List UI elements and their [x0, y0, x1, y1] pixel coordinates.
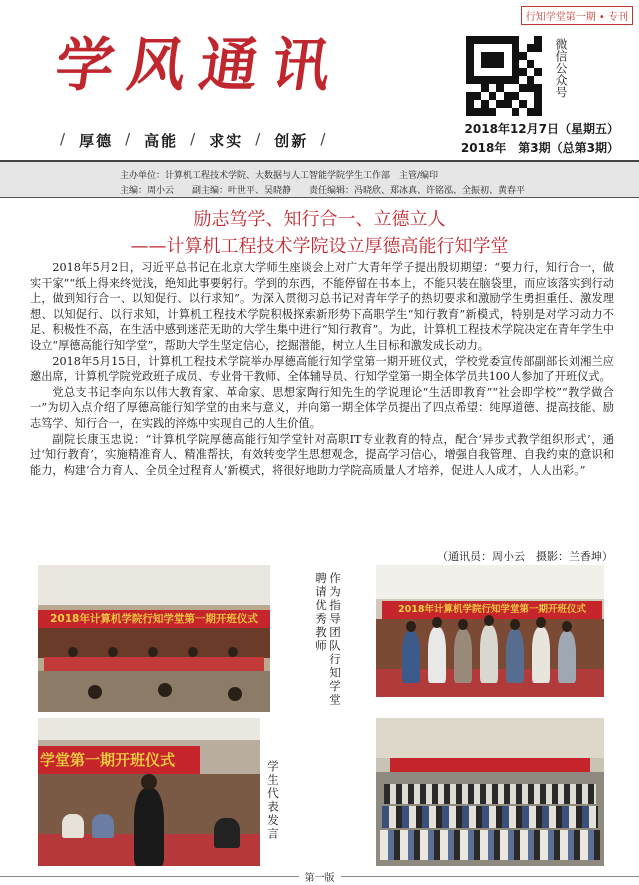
article-paragraph: 党总支书记李向东以伟大教育家、革命家、思想家陶行知先生的学说理论“生活即教育”“社会即学校”“教学做合一”为切入点介绍了厚德高能行知学堂的由来与意义，并向第一期全体学员提出了四点希望：纯厚道德、提高技能、励志笃学、知行合一，在实践的淬炼中实现自己的人生价值。 [30, 385, 614, 430]
photo-group [376, 718, 604, 866]
article-body [30, 260, 614, 478]
caption-student: 学生代表发言 [266, 760, 280, 841]
divider [0, 197, 639, 198]
motto-item: 创新 [274, 132, 309, 150]
article-paragraph: 2018年5月15日，计算机工程技术学院举办厚德高能行知学堂第一期开班仪式，学校党委宣传部副部长刘湘兰应邀出席，计算机学院党政班子成员、专业骨干教师、全体辅导员、行知学堂第一期全体学员共100人参加了开班仪式。 [30, 354, 614, 384]
headline-sub: ——计算机工程技术学院设立厚德高能行知学堂 [130, 236, 509, 257]
photo-banner: 学堂第一期开班仪式 [38, 746, 200, 774]
qr-code [466, 36, 542, 116]
reporter-credit: （通讯员：周小云 摄影：兰香坤） [437, 550, 613, 563]
page-number: 第一版 [299, 873, 341, 884]
masthead-title: 学风通讯 [51, 31, 349, 99]
photo-teachers [376, 565, 604, 697]
qr-caption: 微信公众号 [554, 38, 568, 98]
photo-banner: 2018年计算机学院行知学堂第一期开班仪式 [382, 601, 602, 619]
article-paragraph: 2018年5月2日，习近平总书记在北京大学师生座谈会上对广大青年学子提出殷切期望：“要力行，知行合一，做实干家”“纸上得来终觉浅，绝知此事要躬行。学到的东西，不能停留在书本上，不能只装在脑袋里，而应该落实到行动上，做到知行合一、以知促行、以行求知”。为深入贯彻习总书记对青年学子的热切要求和激励学生勇担重任、激发理想、以知促行、以行求知，计算机工程技术学院积极探索新形势下高职学生“知行教育”新模式，特别是对学习动力不足、积极性不高，在生活中感到迷茫无助的大学生集中进行“知行教育”。为此，计算机工程技术学院决定在青年学生中设立“厚德高能行知学堂”，帮助大学生坚定信心，挖掘潜能，树立人生目标和激发成长动力。 [30, 261, 614, 352]
photo-ceremony-stage [38, 565, 270, 712]
motto: / 厚德 / 高能 / 求实 / 创新 / [60, 130, 328, 150]
issue-date: 2018年12月7日（星期五） [464, 122, 619, 136]
credits-line-1: 主办单位：计算机工程技术学院、大数据与人工智能学院学生工作部 主管/编印 [120, 171, 439, 181]
photo-student-speaker [38, 718, 260, 866]
motto-item: 厚德 [79, 132, 114, 150]
headline-main: 励志笃学、知行合一、立德立人 [193, 209, 446, 230]
caption-teachers: 作为指导团队行知学堂聘请优秀教师 [314, 572, 342, 707]
motto-item: 求实 [209, 132, 244, 150]
article-paragraph: 副院长康玉忠说：“计算机学院厚德高能行知学堂针对高职IT专业教育的特点，配合‘异步式教学组织形式’，通过‘知行教育’，实施精准育人、精准帮扶，有效转变学生思想观念，提高学习信心，增强自我管理、自我约束的意识和能力，构建‘合力育人、全员全过程育人’新模式，将很好地助力学院高质量人才培养，促进人人成才，人人出彩。” [30, 432, 614, 477]
motto-item: 高能 [144, 132, 179, 150]
issue-number: 2018年 第3期（总第3期） [460, 141, 619, 155]
credits-line-2: 主编：周小云 副主编：叶世平、吴晓静 责任编辑：冯晓欣、郑冰真、许铭泓、全振初、黄春平 [120, 186, 526, 196]
credits-bar [0, 160, 639, 198]
issue-tag: 行知学堂第一期 • 专刊 [521, 6, 633, 25]
page-label [0, 869, 639, 884]
photo-banner: 2018年计算机学院行知学堂第一期开班仪式 [38, 610, 270, 628]
